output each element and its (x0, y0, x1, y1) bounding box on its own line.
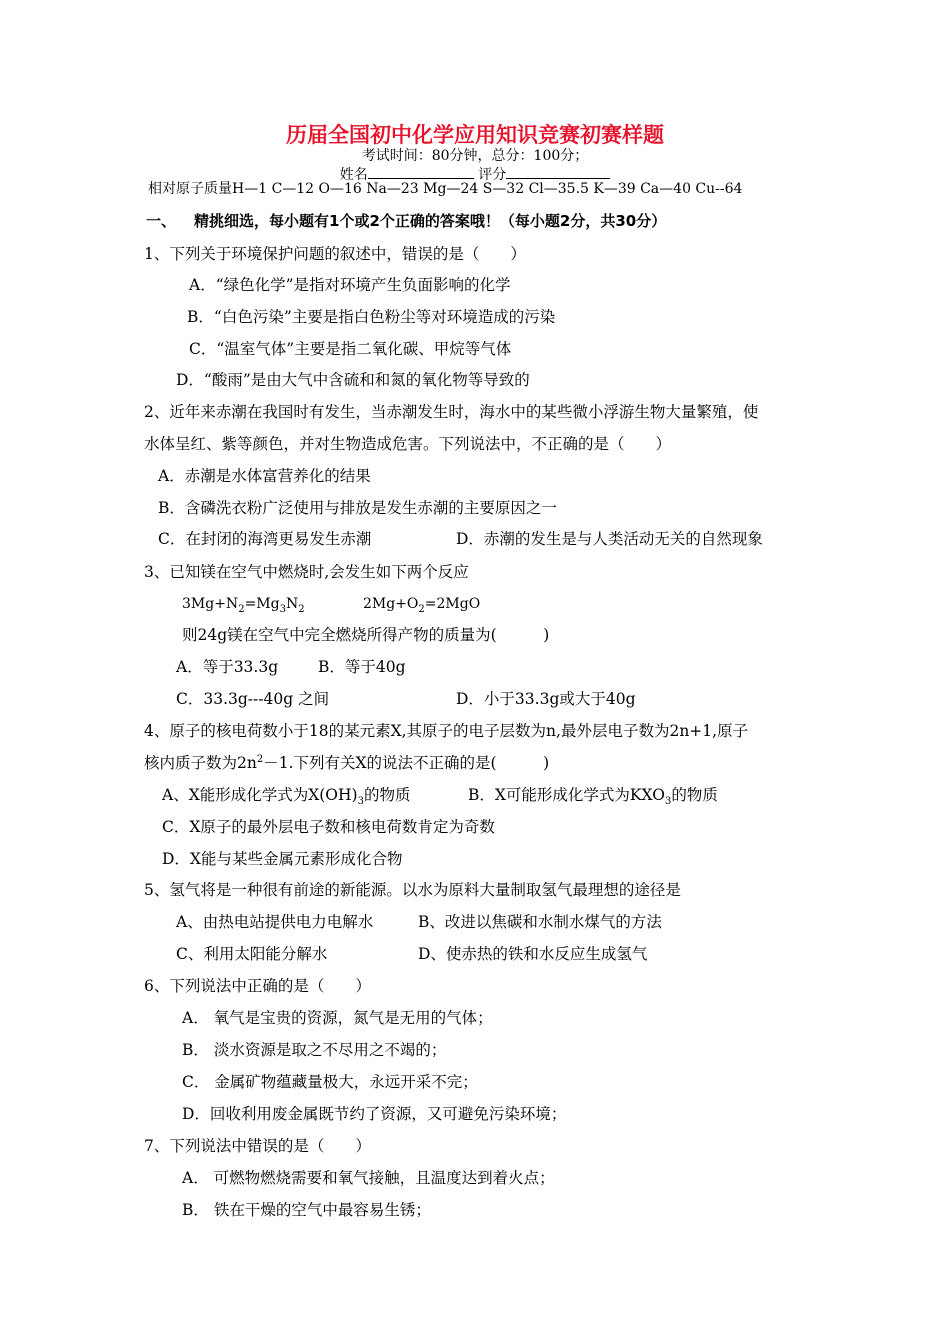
q1-option-d: D．“酸雨”是由大气中含硫和和氮的氧化物等导致的 (176, 371, 530, 389)
q3-stem: 3、已知镁在空气中燃烧时,会发生如下两个反应 (144, 563, 469, 581)
q6-option-b: B． 淡水资源是取之不尽用之不竭的； (182, 1041, 447, 1059)
name-label: 姓名 (339, 167, 368, 183)
q7-option-b: B． 铁在干燥的空气中最容易生锈； (182, 1201, 431, 1219)
q7-stem: 7、下列说法中错误的是（ ） (144, 1137, 371, 1155)
q5-stem: 5、氢气将是一种很有前途的新能源。以水为原料大量制取氢气最理想的途径是 (144, 881, 681, 899)
q4-stem-line1: 4、原子的核电荷数小于18的某元素X,其原子的电子层数为n,最外层电子数为2n+1,原子 (144, 722, 749, 740)
q3-equation-1 (182, 594, 305, 614)
q4-superscript: 2 (256, 753, 264, 765)
q2-option-b: B．含磷洗衣粉广泛使用与排放是发生赤潮的主要原因之一 (158, 499, 557, 517)
section-number: 一、 (146, 212, 177, 230)
q6-option-d: D．回收利用废金属既节约了资源，又可避免污染环境； (182, 1105, 567, 1123)
q3-option-b: B．等于40g (318, 658, 406, 676)
q3-option-d: D．小于33.3g或大于40g (456, 690, 636, 708)
q4b-subscript: 3 (664, 796, 672, 808)
eq1-part: =Mg (244, 596, 280, 612)
q1-option-a: A．“绿色化学”是指对环境产生负面影响的化学 (189, 276, 511, 294)
q4b-part: 的物质 (671, 786, 718, 804)
q2-stem-line2: 水体呈红、紫等颜色，并对生物造成危害。下列说法中，不正确的是（ ） (144, 435, 672, 453)
q4-stem-part: －1.下列有关X的说法不正确的是( ) (263, 754, 550, 772)
q1-option-c: C．“温室气体”主要是指二氧化碳、甲烷等气体 (189, 340, 512, 358)
eq1-part: 3Mg+N (182, 596, 239, 612)
q4-option-b (468, 785, 718, 808)
q4-option-c: C．X原子的最外层电子数和核电荷数肯定为奇数 (162, 818, 495, 836)
q4b-part: B．X可能形成化学式为KXO (468, 786, 665, 804)
page-title: 历届全国初中化学应用知识竞赛初赛样题 (286, 123, 664, 147)
q3-question: 则24g镁在空气中完全燃烧所得产物的质量为( ) (182, 626, 550, 644)
eq2-subscript: 2 (418, 603, 425, 615)
eq2-part: =2MgO (424, 596, 481, 612)
eq2-part: 2Mg+O (363, 596, 419, 612)
q4a-part: 的物质 (363, 786, 411, 804)
q2-stem-line1: 2、近年来赤潮在我国时有发生，当赤潮发生时，海水中的某些微小浮游生物大量繁殖，使 (144, 403, 759, 421)
q4a-subscript: 3 (357, 796, 364, 808)
q4-option-a (162, 785, 411, 808)
section-title: 精挑细选，每小题有1个或2个正确的答案哦！（每小题2分，共30分） (194, 212, 667, 230)
q1-stem: 1、下列关于环境保护问题的叙述中，错误的是（ ） (144, 245, 526, 263)
score-blank (506, 164, 610, 179)
eq1-subscript: 2 (238, 603, 245, 615)
q4a-part: A、X能形成化学式为X(OH) (162, 786, 358, 804)
q3-option-c: C．33.3g---40g 之间 (176, 690, 330, 708)
q2-option-c: C．在封闭的海湾更易发生赤潮 (158, 530, 372, 548)
q1-option-b: B．“白色污染”主要是指白色粉尘等对环境造成的污染 (187, 308, 556, 326)
q7-option-a: A． 可燃物燃烧需要和氧气接触，且温度达到着火点； (182, 1169, 555, 1187)
score-label: 评分 (478, 167, 507, 183)
atomic-mass-line: 相对原子质量H—1 C—12 O—16 Na—23 Mg—24 S—32 Cl—35.5 K—39 Ca—40 Cu--64 (148, 181, 743, 197)
eq1-subscript: 2 (298, 603, 305, 615)
q2-option-a: A．赤潮是水体富营养化的结果 (158, 467, 371, 485)
q5-option-a: A、由热电站提供电力电解水 (176, 913, 374, 931)
q3-equation-2 (363, 594, 480, 614)
eq1-part: N (285, 596, 299, 612)
q4-stem-part: 核内质子数为2n (144, 754, 257, 772)
q4-option-d: D．X能与某些金属元素形成化合物 (162, 850, 403, 868)
q6-option-c: C． 金属矿物蕴藏量极大，永远开采不完； (182, 1073, 478, 1091)
q2-option-d: D．赤潮的发生是与人类活动无关的自然现象 (456, 530, 763, 548)
q3-option-a: A．等于33.3g (176, 658, 279, 676)
exam-info: 考试时间：80分钟，总分：100分； (361, 148, 589, 164)
eq1-subscript: 3 (279, 603, 286, 615)
q5-option-c: C、利用太阳能分解水 (176, 945, 328, 963)
q5-option-b: B、改进以焦碳和水制水煤气的方法 (418, 913, 662, 931)
name-blank (368, 164, 474, 179)
q4-stem-line2 (144, 753, 549, 773)
q6-stem: 6、下列说法中正确的是（ ） (144, 977, 371, 995)
q5-option-d: D、使赤热的铁和水反应生成氢气 (418, 945, 648, 963)
q6-option-a: A． 氧气是宝贵的资源，氮气是无用的气体； (182, 1009, 493, 1027)
